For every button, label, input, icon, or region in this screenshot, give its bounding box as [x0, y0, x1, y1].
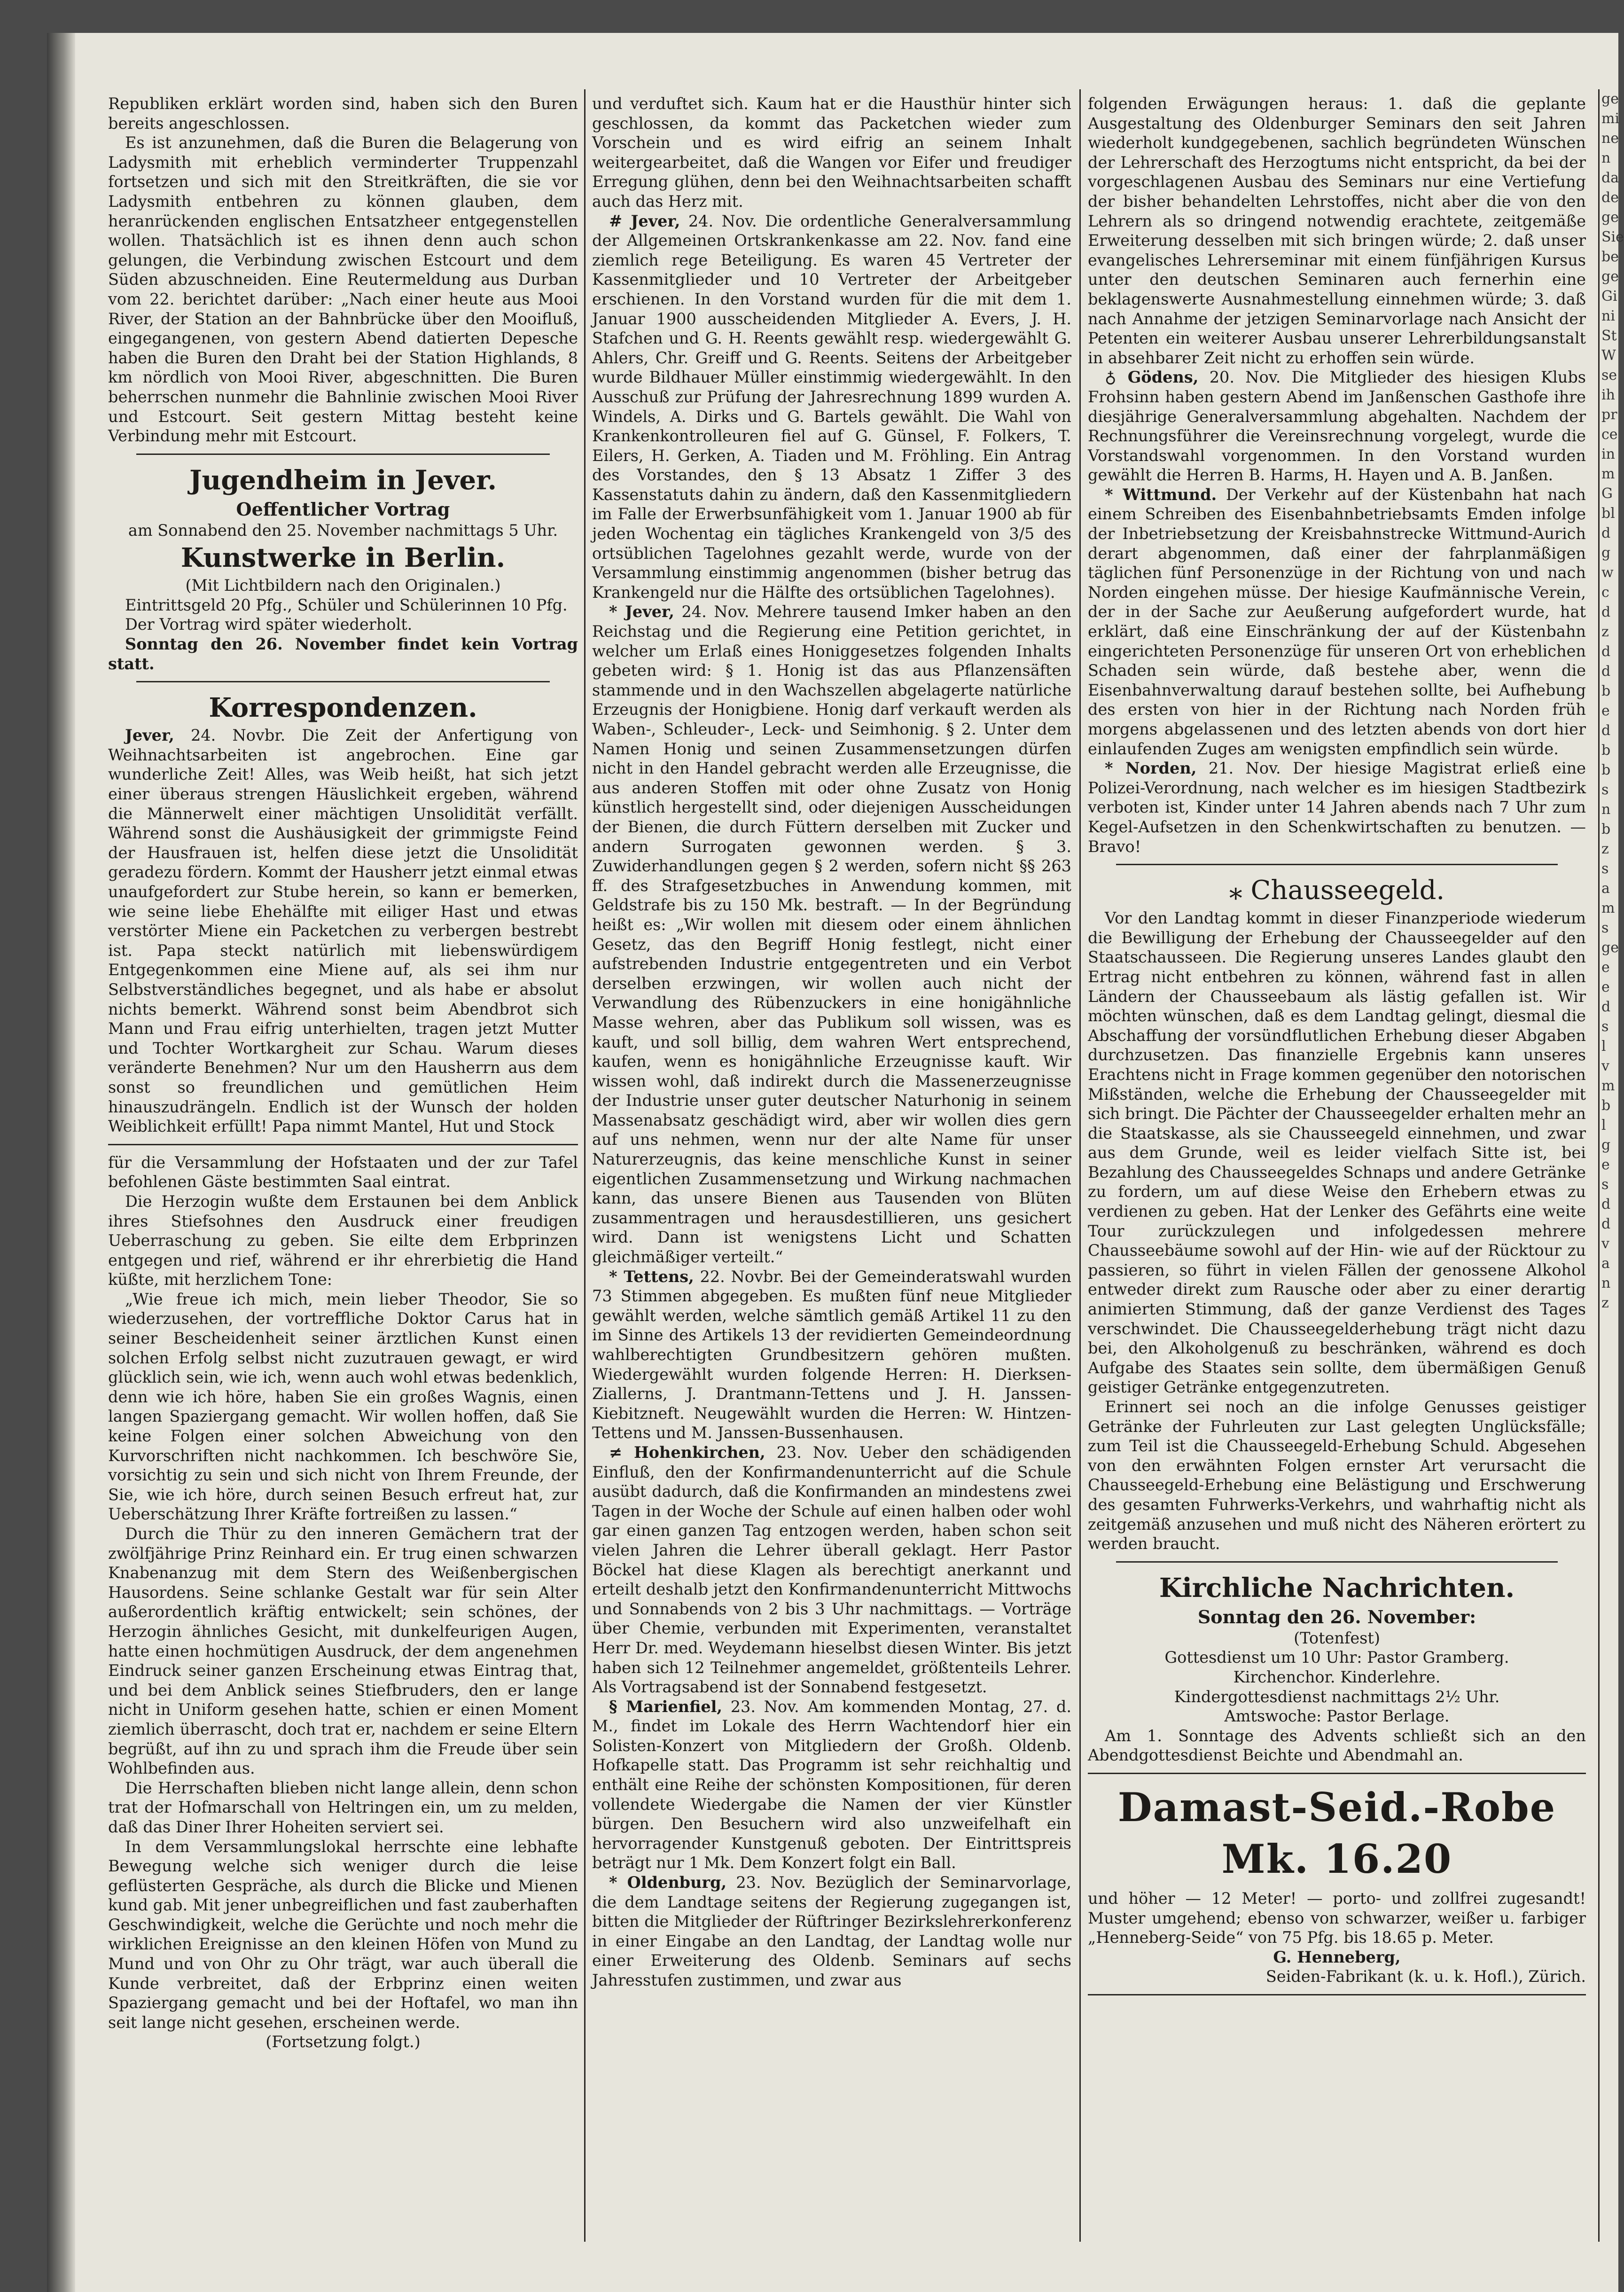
edge-fragment: g: [1601, 545, 1611, 561]
article-text: 23. Nov. Bezüglich der Seminarvorlage, die dem Landtage seitens der Regierung zugegangen ist, bitten die Mitglieder der Rüftringer Bezirkslehrerkonferenz in einer Eingabe an den Landtag, der Landtag wolle nur einer Erweiterung des Oldenb. Seminars auf sechs Jahresstufen zustimmen, und zwar aus: [592, 1873, 1071, 1989]
feuilleton-divider: [108, 1144, 578, 1145]
column-1: [108, 94, 578, 2237]
edge-fragment: ih: [1601, 387, 1615, 403]
edge-fragment: s: [1601, 1018, 1609, 1035]
dateline-place: # Jever,: [609, 211, 680, 230]
edge-fragment: e: [1601, 979, 1610, 995]
edge-fragment: d: [1601, 1216, 1611, 1232]
dateline-place: * Jever,: [609, 602, 674, 621]
article-text: 20. Nov. Die Mitglieder des hiesigen Klubs Frohsinn haben gestern Abend im Janßenschen Gasthofe ihre diesjährige Generalversammlung abgehalten. Nachdem der Rechnungsführer die Vereinsrechnung vorgelegt, wurde die Vorstandswahl vorgenommen. In den Vorstand wurden gewählt die Herren B. Harms, H. Hayen und A. B. Janßen.: [1088, 368, 1586, 485]
column-rule: [584, 89, 586, 2242]
edge-fragment: d: [1601, 663, 1611, 680]
edge-fragment: v: [1601, 1058, 1609, 1074]
jugendheim-note: (Mit Lichtbildern nach den Originalen.): [185, 576, 501, 595]
edge-fragment: ni: [1601, 308, 1615, 324]
edge-fragment: pr: [1601, 407, 1617, 423]
article-norden: [1088, 759, 1586, 856]
next-page-edge: [1598, 89, 1624, 2242]
edge-fragment: b: [1601, 762, 1611, 778]
war-report-continued: Republiken erklärt worden sind, haben sich den Buren bereits angeschlossen.: [108, 94, 578, 133]
edge-fragment: b: [1601, 742, 1611, 759]
kirchliche-sunday: Sonntag den 26. November:: [1197, 1606, 1476, 1627]
kirchliche-line: Gottesdienst um 10 Uhr: Pastor Gramberg.: [1164, 1648, 1509, 1667]
edge-fragment: in: [1601, 446, 1615, 462]
column-rule: [1079, 89, 1081, 2242]
kirchliche-line: Amtswoche: Pastor Berlage.: [1224, 1707, 1450, 1726]
edge-fragment: ne: [1601, 130, 1619, 147]
edge-fragment: ce: [1601, 426, 1618, 443]
novel-text: für die Versammlung der Hofstaaten und der zur Tafel befohlenen Gäste bestimmten Saal eintrat.: [108, 1153, 578, 1191]
chausseegeld-paragraph: Vor den Landtag kommt in dieser Finanzperiode wiederum die Bewilligung der Erhebung der Chausseegelder auf den Staatschausseen. Die Regierung unseres Landes glaubt den Ertrag nicht entbehren zu können, während fast in allen Ländern der Chausseebaum als lästig gefallen ist. Wir möchten wünschen, daß es dem Landtag gelingt, diesmal die Abschaffung der vorsündflutlichen Erhebung dieser Abgaben durchzusetzen. Das finanzielle Ergebnis kann unseres Erachtens nicht in Frage kommen gegenüber den notorischen Mißständen, welche die Erhebung der Chausseegelder mit sich bringt. Die Pächter der Chausseegelder erhalten mehr an die Staatskasse, als sie Chausseegeld einnehmen, und zwar aus dem Grunde, weil es leider vielfach Sitte ist, bei Bezahlung des Chausseegeldes Schnaps und andere Getränke zu fordern, um auf diese Weise den Erhebern etwas zu verdienen zu geben. Hat der Lenker des Gefährts eine weite Tour zurückzulegen und infolgedessen mehrere Chausseebäume sowohl auf der Hin- wie auf der Rücktour zu passieren, so führt in vielen Fällen der genossene Alkohol entweder direkt zum Rausche oder aber zu einer derartig animierten Stimmung, daß der ganze Verdienst des Tages verschwindet. Die Chausseegelderhebung trägt nicht dazu bei, den Alkoholgenuß zu beschränken, während es doch Aufgabe des Staates sein sollte, dem übermäßigen Genuß geistiger Getränke entgegenzutreten.: [1088, 909, 1586, 1397]
advert-divider: [1088, 1773, 1586, 1774]
edge-fragment: b: [1601, 683, 1611, 699]
dateline-place: * Oldenburg,: [609, 1873, 727, 1892]
chausseegeld-title: ⁎ Chausseegeld.: [1229, 875, 1445, 906]
edge-fragment: ge: [1601, 268, 1619, 285]
jugendheim-fee: Eintrittsgeld 20 Pfg., Schüler und Schülerinnen 10 Pfg.: [125, 595, 568, 614]
edge-fragment: z: [1601, 841, 1609, 857]
edge-fragment: v: [1601, 1236, 1609, 1252]
edge-fragment: d: [1601, 722, 1611, 739]
novel-text: Durch die Thür zu den inneren Gemächern trat der zwölfjährige Prinz Reinhard ein. Er trug einen schwarzen Knabenanzug mit dem Stern des Weißenbergischen Hausordens. Seine schlanke Gestalt war für sein Alter außerordentlich kräftig entwickelt; sein schönes, der Herzogin ähnliches Gesicht, mit dunkelfeurigen Augen, hatte einen hochmütigen Ausdruck, der dem angenehmen Eindruck seiner ganzen Erscheinung etwas Eintrag that, und bei dem Anblick seines Stiefbruders, den er lange nicht in Uniform gesehen hatte, schien er einen Moment ziemlich überrascht, doch trat er, nachdem er seine Eltern begrüßt, auf ihn zu und sprach ihm die Freude über sein Wohlbefinden aus.: [108, 1525, 578, 1778]
edge-fragment: de: [1601, 189, 1619, 206]
edge-fragment: e: [1601, 959, 1610, 976]
edge-fragment: d: [1601, 525, 1611, 541]
jugendheim-title: Jugendheim in Jever.: [189, 464, 497, 496]
article-oldenburg: [592, 1873, 1071, 1990]
war-report-paragraph: Es ist anzunehmen, daß die Buren die Belagerung von Ladysmith mit erheblich verminderter Truppenzahl fortsetzen und sich mit den Streitkräften, die sie vor Ladysmith entbehren zu können glauben, dem heranrückenden englischen Entsatzheer entgegenstellen wollen. Thatsächlich ist es ihnen denn auch schon gelungen, die Verbindung zwischen Estcourt und dem Süden abzuschneiden. Eine Reutermeldung aus Durban vom 22. berichtet darüber: „Nach einer heute aus Mooi River, der Station an der Bahnbrücke über den Mooifluß, eingegangenen, von gestern Abend datierten Depesche haben die Buren den Draht bei der Station Highlands, 8 km nördlich von Mooi River, abgeschnitten. Die Buren beherrschen nunmehr die Bahnlinie zwischen Mooi River und Estcourt. Seit gestern Mittag besteht keine Verbindung mehr mit Estcourt.: [108, 133, 578, 446]
novel-text: „Wie freue ich mich, mein lieber Theodor, Sie so wiederzusehen, der vortreffliche Doktor Carus hat in seiner Bescheidenheit seiner ärztlichen Kunst einen solchen Erfolg selbst nicht zuzutrauen gewagt, er wird glücklich sein, wie ich, wenn auch wohl etwas bedenklich, denn wie ich höre, haben Sie ein großes Wagnis, einen langen Spaziergang gemacht. Wir wollen hoffen, daß Sie keine Folgen einer solchen Abweichung von den Kurvorschriften nicht nachkommen. Ich beschwöre Sie, vorsichtig zu sein und sich nicht von Ihrem Freunde, der Sie, wie ich höre, durch seinen Besuch erfreut hat, zur Ueberschätzung Ihrer Kräfte fortreißen zu lassen.“: [108, 1290, 578, 1524]
edge-fragment: w: [1601, 564, 1614, 581]
edge-fragment: be: [1601, 249, 1619, 265]
edge-fragment: d: [1601, 604, 1611, 620]
edge-fragment: d: [1601, 999, 1611, 1015]
jugendheim-repeat: Der Vortrag wird später wiederholt.: [125, 615, 413, 634]
korrespondenz-continued: und verduftet sich. Kaum hat er die Hausthür hinter sich geschlossen, da kommt das Packetchen wieder zum Vorschein und es wird eifrig an seinem Inhalt weitergearbeitet, daß die Wangen vor Eifer und freudiger Erregung glühen, denn bei den Weihnachtsarbeiten schafft auch das Herz mit.: [592, 94, 1071, 211]
dateline-place: * Norden,: [1105, 759, 1197, 778]
edge-fragment: l: [1601, 1038, 1606, 1055]
article-marienfiel: [592, 1697, 1071, 1873]
column-2: [592, 94, 1071, 2237]
dateline-place: § Marienfiel,: [609, 1697, 723, 1716]
column-3: [1088, 94, 1586, 2237]
jugendheim-notice: [108, 462, 578, 674]
edge-fragment: d: [1601, 1196, 1611, 1212]
advert-firm: G. Henneberg,: [1273, 1948, 1401, 1966]
page-binding: [47, 33, 75, 2292]
article-tettens: [592, 1267, 1071, 1443]
article-text: 23. Nov. Ueber den schädigenden Einfluß, den der Konfirmandenunterricht auf die Schule ausübt dadurch, daß die Konfirmanden an mindestens zwei Tagen in der Woche der Schule auf einen halben oder wohl gar einen ganzen Tag entzogen werden, haben schon seit vielen Jahren die Lehrer überall geklagt. Herr Pastor Böckel hat diese Klagen als berechtigt anerkannt und erteilt deshalb jetzt den Konfirmandenunterricht Mittwochs und Sonnabends von 2 bis 3 Uhr nachmittags. — Vorträge über Chemie, verbunden mit Experimenten, veranstaltet Herr Dr. med. Weydemann hieselbst diesen Winter. Bis jetzt haben sich 12 Teilnehmer angemeldet, größtenteils Lehrer. Als Vortragsabend ist der Sonnabend festgesetzt.: [592, 1443, 1071, 1697]
jugendheim-date: am Sonnabend den 25. November nachmittags 5 Uhr.: [128, 521, 558, 540]
edge-fragment: z: [1601, 1295, 1609, 1311]
henneberg-advert: [1088, 1782, 1586, 1987]
edge-fragment: da: [1601, 170, 1619, 186]
edge-fragment: e: [1601, 703, 1610, 719]
edge-fragment: mi: [1601, 110, 1620, 127]
edge-fragment: G: [1601, 485, 1613, 502]
article-jever-krankenkasse: [592, 211, 1071, 602]
advert-text: und höher — 12 Meter! — porto- und zollfrei zugesandt! Muster umgehend; ebenso von schwarzer, weißer u. farbiger „Henneberg-Seide“ von 75 Pfg. bis 18.65 p. Meter.: [1088, 1889, 1586, 1947]
edge-fragment: s: [1601, 860, 1609, 877]
dateline-place: ♁ Gödens,: [1105, 368, 1199, 387]
edge-fragment: n: [1601, 1275, 1611, 1291]
edge-fragment: d: [1601, 643, 1611, 660]
article-text: 23. Nov. Am kommenden Montag, 27. d. M., findet im Lokale des Herrn Wachtendorf hier ein Solisten-Konzert von Mitgliedern der Großh. Oldenb. Hofkapelle statt. Das Programm ist sehr reichhaltig und enthält eine Reihe der schönsten Kompositionen, für deren vollendete Wiedergabe die Namen der vier Künstler bürgen. Den Besuchern wird also unzweifelhaft ein hervorragender Kunstgenuß geboten. Der Eintrittspreis beträgt nur 1 Mk. Dem Konzert folgt ein Ball.: [592, 1697, 1071, 1872]
novel-text: Die Herzogin wußte dem Erstaunen bei dem Anblick ihres Stiefsohnes den Ausdruck einer freudigen Ueberraschung zu geben. Sie eilte dem Erbprinzen entgegen und rief, während er ihr ehrerbietig die Hand küßte, mit herzlichem Tone:: [108, 1192, 578, 1289]
edge-fragment: St: [1601, 328, 1617, 344]
article-wittmund: [1088, 485, 1586, 759]
edge-fragment: a: [1601, 880, 1610, 897]
jugendheim-sunday: Sonntag den 26. November findet kein Vortrag statt.: [108, 635, 578, 673]
advert-place: Seiden-Fabrikant (k. u. k. Hofl.), Zürich.: [1265, 1967, 1586, 1986]
novel-text: Die Herrschaften blieben nicht lange allein, denn schon trat der Hofmarschall von Heltringen ein, um zu melden, daß das Diner Ihrer Hoheiten serviert sei.: [108, 1778, 578, 1836]
dateline-place: ≠ Hohenkirchen,: [609, 1443, 765, 1462]
article-goedens: [1088, 368, 1586, 485]
article-text: 24. Nov. Mehrere tausend Imker haben an den Reichstag und die Regierung eine Petition gerichtet, in welcher um Erlaß eines Honiggesetzes folgenden Inhalts gebeten wird: § 1. Honig ist das aus Pflanzensäften stammende und in den Wachszellen abgelagerte natürliche Erzeugnis der Honigbiene. Honig darf verkauft werden als Waben-, Schleuder-, Leck- und Seimhonig. § 2. Unter dem Namen Honig und seinen Zusammensetzungen dürfen nicht in den Handel gebracht werden alle Erzeugnisse, die aus anderen Stoffen mit oder ohne Zusatz von Honig künstlich hergestellt sind, oder diejenigen Ausscheidungen der Bienen, die durch Füttern derselben mit Zucker und andern Surrogaten gewonnen werden. § 3. Zuwiderhandlungen gegen § 2 werden, sofern nicht §§ 263 ff. des Strafgesetzbuches in Anwendung kommen, mit Geldstrafe bis zu 150 Mk. bestraft. — In der Begründung heißt es: „Wir wollen mit diesem oder einem ähnlichen Gesetz, das den Begriff Honig festlegt, nicht einer aufstrebenden Industrie entgegentreten und ein Verbot derselben erzwingen, wir wollen auch nicht der Verwandlung des Rübenzuckers in eine honigähnliche Masse wehren, aber das Publikum soll wissen, was es kauft, und soll billig, dem wahren Wert entsprechend, kaufen, wenn es honigähnliche Erzeugnisse kauft. Wir wissen wohl, daß indirekt durch die Massenerzeugnisse der Industrie unser guter deutscher Naturhonig in seinem Massenabsatz geschädigt wird, aber wir wollen dies gern auf uns nehmen, wenn nur der alte Name für unser Naturerzeugnis, das keine menschliche Kunst in seiner eigentlichen Zusammensetzung und Wirkung nachmachen kann, das unsere Bienen aus Tausenden von Blüten zusammentragen und herausdestillieren, uns gesichert wird. Dann ist wenigstens Licht und Schatten gleichmäßiger verteilt.“: [592, 602, 1072, 1267]
dateline-place: * Wittmund.: [1105, 485, 1217, 504]
article-text: 24. Nov. Die ordentliche Generalversammlung der Allgemeinen Ortskrankenkasse am 22. Nov. fand eine ziemlich rege Beteiligung. Es waren 45 Vertreter der Kassenmitglieder und 10 Vertreter der Arbeitgeber erschienen. In den Vorstand wurden für die mit dem 1. Januar 1900 ausscheidenden Mitglieder A. Evers, J. H. Stafchen und G. H. Reents gewählt resp. wiedergewählt G. Ahlers, Chr. Greiff und G. Reents. Seitens der Arbeitgeber wurde Bildhauer Müller einstimmig wiedergewählt. In den Ausschuß zur Prüfung der Jahresrechnung 1899 wurden A. Windels, A. Dirks und G. Bartels gewählt. Die Wahl von Krankenkontrolleuren fiel auf G. Günsel, F. Folkers, T. Eilers, H. Gerken, A. Tiaden und M. Fröhling. Ein Antrag des Vorstandes, den § 13 Absatz 1 Ziffer 3 des Kassenstatuts dahin zu ändern, daß den Kassenmitgliedern im Falle der Erwerbsunfähigkeit vom 1. Januar 1900 ab für jeden Wochentag ein tägliches Krankengeld von 3/5 des ortsüblichen Tagelohnes gezahlt werde, wurde von der Versammlung einstimmig angenommen (bisher betrug das Krankengeld nur die Hälfte des ortsüblichen Tagelohnes).: [592, 211, 1071, 602]
edge-fragment: n: [1601, 150, 1611, 166]
continuation-note: (Fortsetzung folgt.): [265, 2033, 421, 2051]
edge-fragment: m: [1601, 900, 1615, 916]
section-divider: [136, 454, 550, 455]
edge-fragment: l: [1601, 1117, 1606, 1134]
edge-fragment: m: [1601, 466, 1615, 482]
dateline-place: * Tettens,: [609, 1267, 694, 1286]
article-hohenkirchen: [592, 1443, 1071, 1697]
advert-headline: Damast-Seid.-Robe Mk. 16.20: [1117, 1784, 1556, 1882]
kirchliche-feast: (Totenfest): [1294, 1628, 1380, 1647]
article-text: 24. Novbr. Die Zeit der Anfertigung von Weihnachtsarbeiten ist angebrochen. Eine gar wunderliche Zeit! Alles, was Weib heißt, hat sich jetzt einer überaus strengen Häuslichkeit ergeben, während die Männerwelt einer mächtigen Unsolidität verfällt. Während sonst die Aushäusigkeit der grimmigste Feind der Hausfrauen ist, helfen diese jetzt die Unsolidität geradezu fördern. Kommt der Hausherr jetzt einmal etwas unaufgefordert zur Stube herein, so kann er bemerken, wie seine liebe Ehehälfte mit eiliger Hast und etwas verstörter Miene ein Packetchen zu verbergen bestrebt ist. Papa steckt natürlich mit liebenswürdigem Entgegenkommen eine Miene auf, als sei ihm nur Selbstverständliches begegnet, und als habe er absolut nichts bemerkt. Während sonst beim Abendbrot sich Mann und Frau eifrig unterhielten, tragen jetzt Mutter und Tochter Wortkargheit zur Schau. Warum dieses veränderte Benehmen? Nur um den Hausherrn aus dem sonst so freundlichen und gemütlichen Heim hinauszudrängeln. Endlich ist der Wunsch der holden Weiblichkeit erfüllt! Papa nimmt Mantel, Hut und Stock: [108, 726, 578, 1136]
jugendheim-subtitle: Oeffentlicher Vortrag: [236, 498, 450, 520]
kirchliche-line: Kindergottesdienst nachmittags 2½ Uhr.: [1174, 1687, 1500, 1706]
newspaper-page: [47, 33, 1624, 2292]
edge-fragment: W: [1601, 347, 1616, 364]
article-text: 22. Novbr. Bei der Gemeinderatswahl wurden 73 Stimmen abgegeben. Es mußten fünf neue Mitglieder gewählt werden, welche sämtlich gemäß Artikel 11 zu den im Sinne des Artikels 13 der revidierten Gemeindeordnung wahlberechtigten Grundbesitzern gehören mußten. Wiedergewählt wurden folgende Herren: H. Dierksen-Ziallerns, J. Drantmann-Tettens und J. H. Janssen-Kiebitzneft. Neugewählt wurden die Herren: W. Hintzen-Tettens und M. Janssen-Bussenhausen.: [592, 1267, 1071, 1442]
advert-divider: [1088, 1994, 1586, 1995]
kirchliche-advent: Am 1. Sonntage des Advents schließt sich an den Abendgottesdienst Beichte und Abendmahl an.: [1088, 1726, 1586, 1765]
edge-fragment: z: [1601, 624, 1609, 640]
section-divider: [136, 681, 550, 682]
edge-fragment: ge: [1601, 91, 1619, 107]
edge-fragment: b: [1601, 1097, 1611, 1114]
edge-fragment: s: [1601, 782, 1609, 798]
edge-fragment: Sie: [1601, 229, 1624, 245]
edge-fragment: g: [1601, 1137, 1611, 1153]
edge-fragment: bl: [1601, 505, 1615, 522]
korrespondenzen-title: Korrespondenzen.: [209, 692, 477, 724]
edge-fragment: ge: [1601, 939, 1619, 956]
section-divider: [1116, 1561, 1558, 1563]
section-divider: [1116, 864, 1558, 865]
article-jever-imker: [592, 602, 1071, 1267]
edge-fragment: ge: [1601, 209, 1619, 226]
novel-text: In dem Versammlungslokal herrschte eine lebhafte Bewegung welche sich weniger durch die leise geflüsterten Gespräche, als durch die Blicke und Mienen kund gab. Mit jener unbegreiflichen und fast zauberhaften Geschwindigkeit, welche die Gerüchte und noch mehr die wirklichen Ereignisse an den kleinen Höfen von Mund zu Mund und von Ohr zu Ohr trägt, war auch überall die Kunde verbreitet, daß der Erbprinz einen weiten Spaziergang gemacht und bei der Hoftafel, wo man ihn seit lange nicht gesehen, erscheinen werde.: [108, 1837, 578, 2032]
article-text: 21. Nov. Der hiesige Magistrat erließ eine Polizei-Verordnung, nach welcher es im hiesigen Stadtbezirk verboten ist, Kinder unter 14 Jahren abends nach 7 Uhr zum Kegel-Aufsetzen in den Schenkwirtschaften zu benutzen. — Bravo!: [1088, 759, 1586, 856]
edge-fragment: c: [1601, 584, 1609, 601]
edge-fragment: b: [1601, 821, 1611, 837]
kirchliche-line: Kirchenchor. Kinderlehre.: [1233, 1667, 1441, 1686]
article-text: Der Verkehr auf der Küstenbahn hat nach einem Schreiben des Eisenbahnbetriebsamts Emden infolge der Inbetriebsetzung der Kreisbahnstrecke Wittmund-Aurich derart abgenommen, daß einer der fahrplanmäßigen täglichen fünf Personenzüge in der Richtung von und nach Norden eingehen müsse. Der hiesige Kaufmännische Verein, der in der Sache zur Aeußerung aufgefordert wurde, hat erklärt, daß eine Einschränkung der auf der Küstenbahn eingerichteten Personenzüge für unseren Ort von erheblichen Schaden sein würde, daß bestehe aber, wenn die Eisenbahnverwaltung darauf bestehen sollte, bei Aufhebung des ersten von hier in der Richtung nach Norden früh morgens abgelassenen und des letzten abends von dort hier einlaufenden Zuges am wenigsten empfindlich sein würde.: [1088, 485, 1586, 758]
edge-fragment: se: [1601, 367, 1617, 383]
chausseegeld-paragraph: Erinnert sei noch an die infolge Genusses geistiger Getränke der Fuhrleuten zur Last gelegten Unglücksfälle; zum Teil ist die Chausseegeld-Erhebung Schuld. Abgesehen von den erwähnten Folgen ernster Art verursacht die Chausseegeld-Erhebung eine Belästigung und Erschwerung des gesamten Fuhrwerks-Verkehrs, und wahrhaftig nicht als zeitgemäß anzusehen und muß nicht des Näheren erörtert zu werden braucht.: [1088, 1398, 1586, 1553]
edge-fragment: Gi: [1601, 288, 1617, 305]
korrespondenz-jever: [108, 726, 578, 1136]
edge-fragment: a: [1601, 1255, 1610, 1272]
edge-fragment: s: [1601, 920, 1609, 936]
oldenburg-continued: folgenden Erwägungen heraus: 1. daß die geplante Ausgestaltung des Oldenburger Seminars den seit Jahren wiederholt kundgegebenen, sachlich begründeten Wünschen der Lehrerschaft des Herzogtums nicht entspricht, da bei der vorgeschlagenen Ausbau des Seminars nur eine Vertiefung der bisher behandelten Lehrstoffes, nicht aber die von den Lehrern als so dringend notwendig erachtete, zeitgemäße Erweiterung desselben mit sich bringen würde; 2. daß unser evangelisches Lehrerseminar mit einem fünfjährigen Kursus unter den deutschen Seminaren auch fernerhin eine beklagenswerte Ausnahmestellung einnehmen würde; 3. daß nach Annahme der jetzigen Seminarvorlage nach Ansicht der Petenten ein weiterer Ausbau unserer Lehrerbildungsanstalt in absehbarer Zeit nicht zu erhoffen sein würde.: [1088, 94, 1586, 367]
kirchliche-title: Kirchliche Nachrichten.: [1159, 1572, 1515, 1604]
edge-fragment: m: [1601, 1078, 1615, 1094]
edge-fragment: n: [1601, 801, 1611, 818]
edge-fragment: s: [1601, 1176, 1609, 1193]
dateline-place: Jever,: [125, 726, 174, 745]
jugendheim-topic: Kunstwerke in Berlin.: [180, 542, 506, 574]
edge-fragment: e: [1601, 1157, 1610, 1173]
